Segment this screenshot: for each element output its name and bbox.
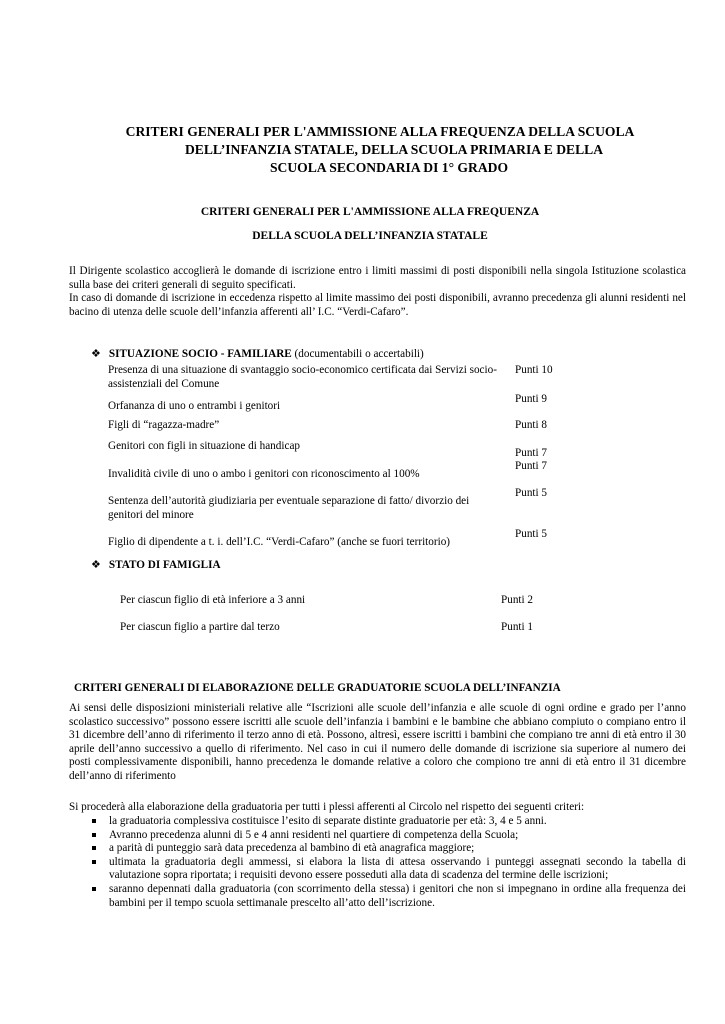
socio-points-4: Punti 7 bbox=[515, 447, 548, 459]
title-line-2: DELL’INFANZIA STATALE, DELLA SCUOLA PRIMARIA E DELLA bbox=[184, 142, 604, 157]
list-item: a parità di punteggio sarà data precedenza al bambino di età anagrafica maggiore; bbox=[90, 842, 686, 856]
famiglia-heading-text: STATO DI FAMIGLIA bbox=[108, 559, 221, 571]
socio-heading-text: SITUAZIONE SOCIO - FAMILIARE bbox=[108, 348, 292, 360]
socio-item-6: Sentenza dell’autorità giudiziaria per eventuale separazione di fatto/ divorzio dei genitori del minore bbox=[108, 495, 470, 521]
intro-paragraph-1: Il Dirigente scolastico accoglierà le domande di iscrizione entro i limiti massimi di posti disponibili nella singola Istituzione scolastica sulla base dei criteri generali di seguito specificati. bbox=[69, 265, 686, 291]
famiglia-item-2: Per ciascun figlio a partire dal terzo bbox=[120, 621, 280, 633]
socio-item-7: Figlio di dipendente a t. i. dell’I.C. “Verdi-Cafaro” (anche se fuori territorio) bbox=[108, 536, 451, 548]
socio-item-4: Genitori con figli in situazione di handicap bbox=[108, 440, 301, 452]
socio-points-1: Punti 10 bbox=[515, 364, 553, 376]
socio-item-2: Orfananza di uno o entrambi i genitori bbox=[108, 400, 281, 412]
square-bullet-icon bbox=[92, 819, 96, 823]
square-bullet-icon bbox=[92, 860, 96, 864]
list-item: ultimata la graduatoria degli ammessi, si elabora la lista di attesa osservando i punteggi assegnati secondo la tabella di valutazione sopra riportata; i requisiti devono essere posseduti alla data di scadenza del termine delle iscrizioni; bbox=[90, 856, 686, 883]
graduatorie-paragraph-2: Si procederà alla elaborazione della graduatoria per tutti i plessi afferenti al Circolo nel rispetto dei seguenti criteri: bbox=[69, 801, 585, 813]
list-item: la graduatoria complessiva costituisce l’esito di separate distinte graduatorie per età: 3, 4 e 5 anni. bbox=[90, 815, 686, 829]
graduatorie-paragraph-1: Ai sensi delle disposizioni ministeriali relative alle “Iscrizioni alle scuole dell’infanzia e alle scuole di ogni ordine e grado per l’anno scolastico successivo” possono essere iscritti alle scuole dell’infanzia i bambini e le bambine che abbiano compiuto o compiano entro il 31 dicembre dell’anno di riferimento il terzo anno di età. Possono, altresì, essere iscritti i bambini che compiano tre anni di età entro il 30 aprile dell’anno successivo a quello di riferimento. Nel caso in cui il numero delle domande di iscrizione sia superiore al numero dei posti complessivamente disponibili, hanno precedenza le domande relative a coloro che compiono tre anni di età entro il 31 dicembre dell’anno di riferimento bbox=[69, 702, 686, 782]
socio-item-1: Presenza di una situazione di svantaggio socio-economico certificata dai Servizi socio-assistenziali del Comune bbox=[108, 364, 497, 390]
list-item: Avranno precedenza alunni di 5 e 4 anni residenti nel quartiere di competenza della Scuola; bbox=[90, 829, 686, 843]
square-bullet-icon bbox=[92, 887, 96, 891]
document-title bbox=[60, 123, 700, 177]
list-item: saranno depennati dalla graduatoria (con scorrimento della stessa) i genitori che non si impegnano in ordine alla frequenza dei bambini per il tempo scuola settimanale prescelto all’atto dell’iscrizione. bbox=[90, 883, 686, 910]
socio-heading-note: (documentabili o accertabili) bbox=[294, 348, 424, 360]
diamond-bullet-icon: ❖ bbox=[91, 348, 101, 360]
socio-item-5: Invalidità civile di uno o ambo i genitori con riconoscimento al 100% bbox=[108, 468, 420, 480]
intro-paragraph-2: In caso di domande di iscrizione in eccedenza rispetto al limite massimo dei posti disponibili, avranno precedenza gli alunni residenti nel bacino di utenza delle scuole dell’infanzia afferenti all’ I.C. “Verdi-Cafaro”. bbox=[69, 292, 686, 318]
diamond-bullet-icon: ❖ bbox=[91, 559, 101, 571]
subtitle-line-1: CRITERI GENERALI PER L'AMMISSIONE ALLA FREQUENZA bbox=[200, 206, 540, 218]
title-line-3: SCUOLA SECONDARIA DI 1° GRADO bbox=[269, 160, 509, 175]
square-bullet-icon bbox=[92, 833, 96, 837]
famiglia-item-1: Per ciascun figlio di età inferiore a 3 anni bbox=[120, 594, 306, 606]
criteria-list bbox=[90, 815, 686, 910]
socio-item-3: Figli di “ragazza-madre” bbox=[108, 419, 220, 431]
socio-points-6: Punti 5 bbox=[515, 487, 548, 499]
title-line-1: CRITERI GENERALI PER L'AMMISSIONE ALLA FREQUENZA DELLA SCUOLA bbox=[125, 124, 635, 139]
famiglia-points-1: Punti 2 bbox=[501, 594, 534, 606]
socio-points-2: Punti 9 bbox=[515, 393, 548, 405]
socio-points-3: Punti 8 bbox=[515, 419, 548, 431]
socio-points-5: Punti 7 bbox=[515, 460, 548, 472]
famiglia-points-2: Punti 1 bbox=[501, 621, 534, 633]
socio-points-7: Punti 5 bbox=[515, 528, 548, 540]
famiglia-section-heading bbox=[91, 558, 221, 572]
graduatorie-heading: CRITERI GENERALI DI ELABORAZIONE DELLE GRADUATORIE SCUOLA DELL’INFANZIA bbox=[74, 682, 561, 694]
subtitle-line-2: DELLA SCUOLA DELL’INFANZIA STATALE bbox=[252, 230, 488, 242]
square-bullet-icon bbox=[92, 846, 96, 850]
socio-section-heading bbox=[91, 347, 424, 361]
